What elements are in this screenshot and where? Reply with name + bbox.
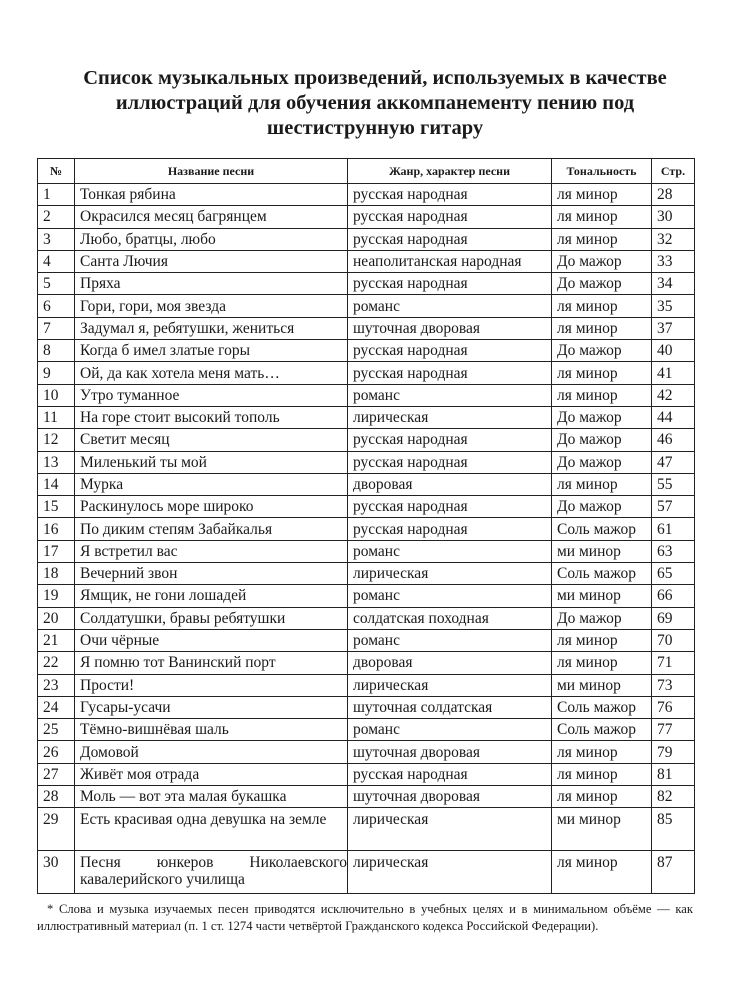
cell-key: ля минор [552, 184, 652, 206]
cell-song-name: Мурка [75, 473, 348, 495]
table-row [38, 674, 695, 696]
cell-key: Соль мажор [552, 518, 652, 540]
table-row [38, 273, 695, 295]
cell-number: 27 [38, 763, 75, 785]
cell-number: 11 [38, 406, 75, 428]
cell-key: До мажор [552, 250, 652, 272]
cell-number: 17 [38, 540, 75, 562]
cell-song-name: Пряха [75, 273, 348, 295]
cell-key: ля минор [552, 851, 652, 894]
cell-page: 34 [652, 273, 695, 295]
cell-number: 19 [38, 585, 75, 607]
table-row [38, 607, 695, 629]
cell-genre: русская народная [348, 429, 552, 451]
cell-song-name: Миленький ты мой [75, 451, 348, 473]
cell-song-name: Я встретил вас [75, 540, 348, 562]
cell-number: 6 [38, 295, 75, 317]
cell-key: ля минор [552, 473, 652, 495]
footnote: * Слова и музыка изучаемых песен приводятся исключительно в учебных целях и в минимальном объёме — как иллюстративный материал (п. 1 ст. 1274 части четвёртой Гражданского кодекса Российской Федерации). [37, 902, 693, 933]
cell-number: 3 [38, 228, 75, 250]
table-row [38, 206, 695, 228]
table-row [38, 473, 695, 495]
cell-key: ля минор [552, 741, 652, 763]
cell-key: ми минор [552, 585, 652, 607]
cell-genre: лирическая [348, 808, 552, 851]
cell-key: Соль мажор [552, 719, 652, 741]
cell-page: 46 [652, 429, 695, 451]
table-row [38, 250, 695, 272]
cell-number: 30 [38, 851, 75, 894]
cell-key: ля минор [552, 786, 652, 808]
cell-key: ми минор [552, 674, 652, 696]
cell-page: 28 [652, 184, 695, 206]
cell-page: 63 [652, 540, 695, 562]
cell-genre: русская народная [348, 763, 552, 785]
cell-song-name: Очи чёрные [75, 629, 348, 651]
cell-key: Соль мажор [552, 563, 652, 585]
cell-song-name: Утро туманное [75, 384, 348, 406]
cell-song-name: Ой, да как хотела меня мать… [75, 362, 348, 384]
cell-number: 1 [38, 184, 75, 206]
cell-number: 29 [38, 808, 75, 851]
table-row [38, 540, 695, 562]
cell-genre: русская народная [348, 362, 552, 384]
cell-song-name: Живёт моя отрада [75, 763, 348, 785]
cell-page: 85 [652, 808, 695, 851]
cell-page: 69 [652, 607, 695, 629]
cell-song-name: Солдатушки, бравы ребятушки [75, 607, 348, 629]
cell-page: 35 [652, 295, 695, 317]
cell-song-name: Я помню тот Ванинский порт [75, 652, 348, 674]
cell-genre: романс [348, 384, 552, 406]
table-row [38, 696, 695, 718]
table-row [38, 451, 695, 473]
cell-genre: романс [348, 629, 552, 651]
cell-key: ля минор [552, 206, 652, 228]
cell-genre: лирическая [348, 563, 552, 585]
table-row [38, 719, 695, 741]
cell-genre: лирическая [348, 674, 552, 696]
cell-page: 73 [652, 674, 695, 696]
cell-song-name: По диким степям Забайкалья [75, 518, 348, 540]
table-row [38, 741, 695, 763]
table-row [38, 184, 695, 206]
table-row [38, 362, 695, 384]
cell-key: ми минор [552, 808, 652, 851]
cell-key: Соль мажор [552, 696, 652, 718]
cell-page: 57 [652, 496, 695, 518]
cell-genre: лирическая [348, 851, 552, 894]
table-row [38, 295, 695, 317]
table-row [38, 496, 695, 518]
table-row [38, 808, 695, 851]
cell-number: 26 [38, 741, 75, 763]
cell-page: 77 [652, 719, 695, 741]
cell-song-name: Есть красивая одна девушка на земле [75, 808, 348, 851]
cell-page: 66 [652, 585, 695, 607]
cell-key: До мажор [552, 496, 652, 518]
cell-key: ля минор [552, 295, 652, 317]
cell-song-name: Песня юнкеров Николаевского кавалерийского училища [75, 851, 348, 894]
cell-page: 79 [652, 741, 695, 763]
cell-number: 15 [38, 496, 75, 518]
cell-number: 5 [38, 273, 75, 295]
cell-song-name: Тёмно-вишнёвая шаль [75, 719, 348, 741]
cell-genre: романс [348, 540, 552, 562]
cell-song-name: Тонкая рябина [75, 184, 348, 206]
cell-number: 10 [38, 384, 75, 406]
cell-number: 25 [38, 719, 75, 741]
cell-key: ми минор [552, 540, 652, 562]
cell-genre: шуточная дворовая [348, 741, 552, 763]
cell-number: 18 [38, 563, 75, 585]
cell-number: 28 [38, 786, 75, 808]
cell-song-name: Ямщик, не гони лошадей [75, 585, 348, 607]
cell-page: 32 [652, 228, 695, 250]
cell-genre: русская народная [348, 273, 552, 295]
cell-key: До мажор [552, 429, 652, 451]
cell-number: 7 [38, 317, 75, 339]
cell-key: ля минор [552, 362, 652, 384]
cell-page: 87 [652, 851, 695, 894]
table-row [38, 563, 695, 585]
cell-genre: русская народная [348, 206, 552, 228]
cell-genre: русская народная [348, 451, 552, 473]
cell-number: 4 [38, 250, 75, 272]
cell-key: До мажор [552, 451, 652, 473]
header-number: № [38, 159, 75, 184]
cell-page: 40 [652, 340, 695, 362]
cell-page: 44 [652, 406, 695, 428]
header-song-name: Название песни [75, 159, 348, 184]
cell-number: 20 [38, 607, 75, 629]
songs-table [37, 158, 695, 894]
cell-song-name: Прости! [75, 674, 348, 696]
cell-page: 81 [652, 763, 695, 785]
cell-page: 65 [652, 563, 695, 585]
cell-genre: солдатская походная [348, 607, 552, 629]
cell-genre: русская народная [348, 496, 552, 518]
cell-key: ля минор [552, 763, 652, 785]
cell-page: 41 [652, 362, 695, 384]
cell-genre: неаполитанская народная [348, 250, 552, 272]
page-title [40, 66, 710, 141]
cell-genre: русская народная [348, 340, 552, 362]
cell-key: ля минор [552, 384, 652, 406]
cell-key: До мажор [552, 406, 652, 428]
table-row [38, 406, 695, 428]
cell-genre: лирическая [348, 406, 552, 428]
cell-page: 30 [652, 206, 695, 228]
cell-number: 9 [38, 362, 75, 384]
cell-number: 16 [38, 518, 75, 540]
table-row [38, 340, 695, 362]
cell-key: ля минор [552, 629, 652, 651]
cell-key: До мажор [552, 340, 652, 362]
cell-key: ля минор [552, 317, 652, 339]
table-row [38, 228, 695, 250]
cell-page: 71 [652, 652, 695, 674]
table-body [38, 184, 695, 894]
table-row [38, 384, 695, 406]
table-row [38, 851, 695, 894]
cell-page: 33 [652, 250, 695, 272]
cell-page: 42 [652, 384, 695, 406]
cell-song-name: Гори, гори, моя звезда [75, 295, 348, 317]
table-header-row [38, 159, 695, 184]
title-line: Список музыкальных произведений, используемых в качестве [83, 67, 667, 89]
header-key: Тональность [552, 159, 652, 184]
header-genre: Жанр, характер песни [348, 159, 552, 184]
cell-key: До мажор [552, 273, 652, 295]
cell-song-name: Домовой [75, 741, 348, 763]
table-row [38, 429, 695, 451]
cell-genre: романс [348, 295, 552, 317]
table-row [38, 629, 695, 651]
cell-page: 76 [652, 696, 695, 718]
title-line: шестиструнную гитару [266, 117, 484, 139]
cell-genre: шуточная дворовая [348, 786, 552, 808]
cell-song-name: Любо, братцы, любо [75, 228, 348, 250]
table-row [38, 786, 695, 808]
cell-number: 24 [38, 696, 75, 718]
title-line: иллюстраций для обучения аккомпанементу пению под [115, 92, 635, 114]
table-row [38, 518, 695, 540]
cell-genre: дворовая [348, 473, 552, 495]
cell-song-name: Когда б имел златые горы [75, 340, 348, 362]
cell-song-name: Задумал я, ребятушки, жениться [75, 317, 348, 339]
cell-song-name: Гусары-усачи [75, 696, 348, 718]
cell-page: 55 [652, 473, 695, 495]
cell-key: ля минор [552, 652, 652, 674]
header-page: Стр. [652, 159, 695, 184]
cell-song-name: На горе стоит высокий тополь [75, 406, 348, 428]
cell-page: 70 [652, 629, 695, 651]
cell-number: 13 [38, 451, 75, 473]
cell-song-name: Раскинулось море широко [75, 496, 348, 518]
table-row [38, 763, 695, 785]
cell-genre: русская народная [348, 518, 552, 540]
cell-number: 23 [38, 674, 75, 696]
cell-key: До мажор [552, 607, 652, 629]
cell-song-name: Окрасился месяц багрянцем [75, 206, 348, 228]
table-row [38, 652, 695, 674]
cell-number: 21 [38, 629, 75, 651]
cell-song-name: Вечерний звон [75, 563, 348, 585]
cell-genre: русская народная [348, 184, 552, 206]
cell-page: 47 [652, 451, 695, 473]
cell-song-name: Светит месяц [75, 429, 348, 451]
cell-number: 14 [38, 473, 75, 495]
cell-song-name: Санта Лючия [75, 250, 348, 272]
cell-page: 61 [652, 518, 695, 540]
cell-genre: шуточная солдатская [348, 696, 552, 718]
cell-page: 82 [652, 786, 695, 808]
cell-genre: шуточная дворовая [348, 317, 552, 339]
cell-genre: романс [348, 719, 552, 741]
cell-number: 8 [38, 340, 75, 362]
table-row [38, 317, 695, 339]
cell-number: 22 [38, 652, 75, 674]
cell-number: 2 [38, 206, 75, 228]
cell-genre: русская народная [348, 228, 552, 250]
cell-song-name: Моль — вот эта малая букашка [75, 786, 348, 808]
cell-genre: дворовая [348, 652, 552, 674]
cell-number: 12 [38, 429, 75, 451]
table-row [38, 585, 695, 607]
cell-genre: романс [348, 585, 552, 607]
cell-key: ля минор [552, 228, 652, 250]
cell-page: 37 [652, 317, 695, 339]
